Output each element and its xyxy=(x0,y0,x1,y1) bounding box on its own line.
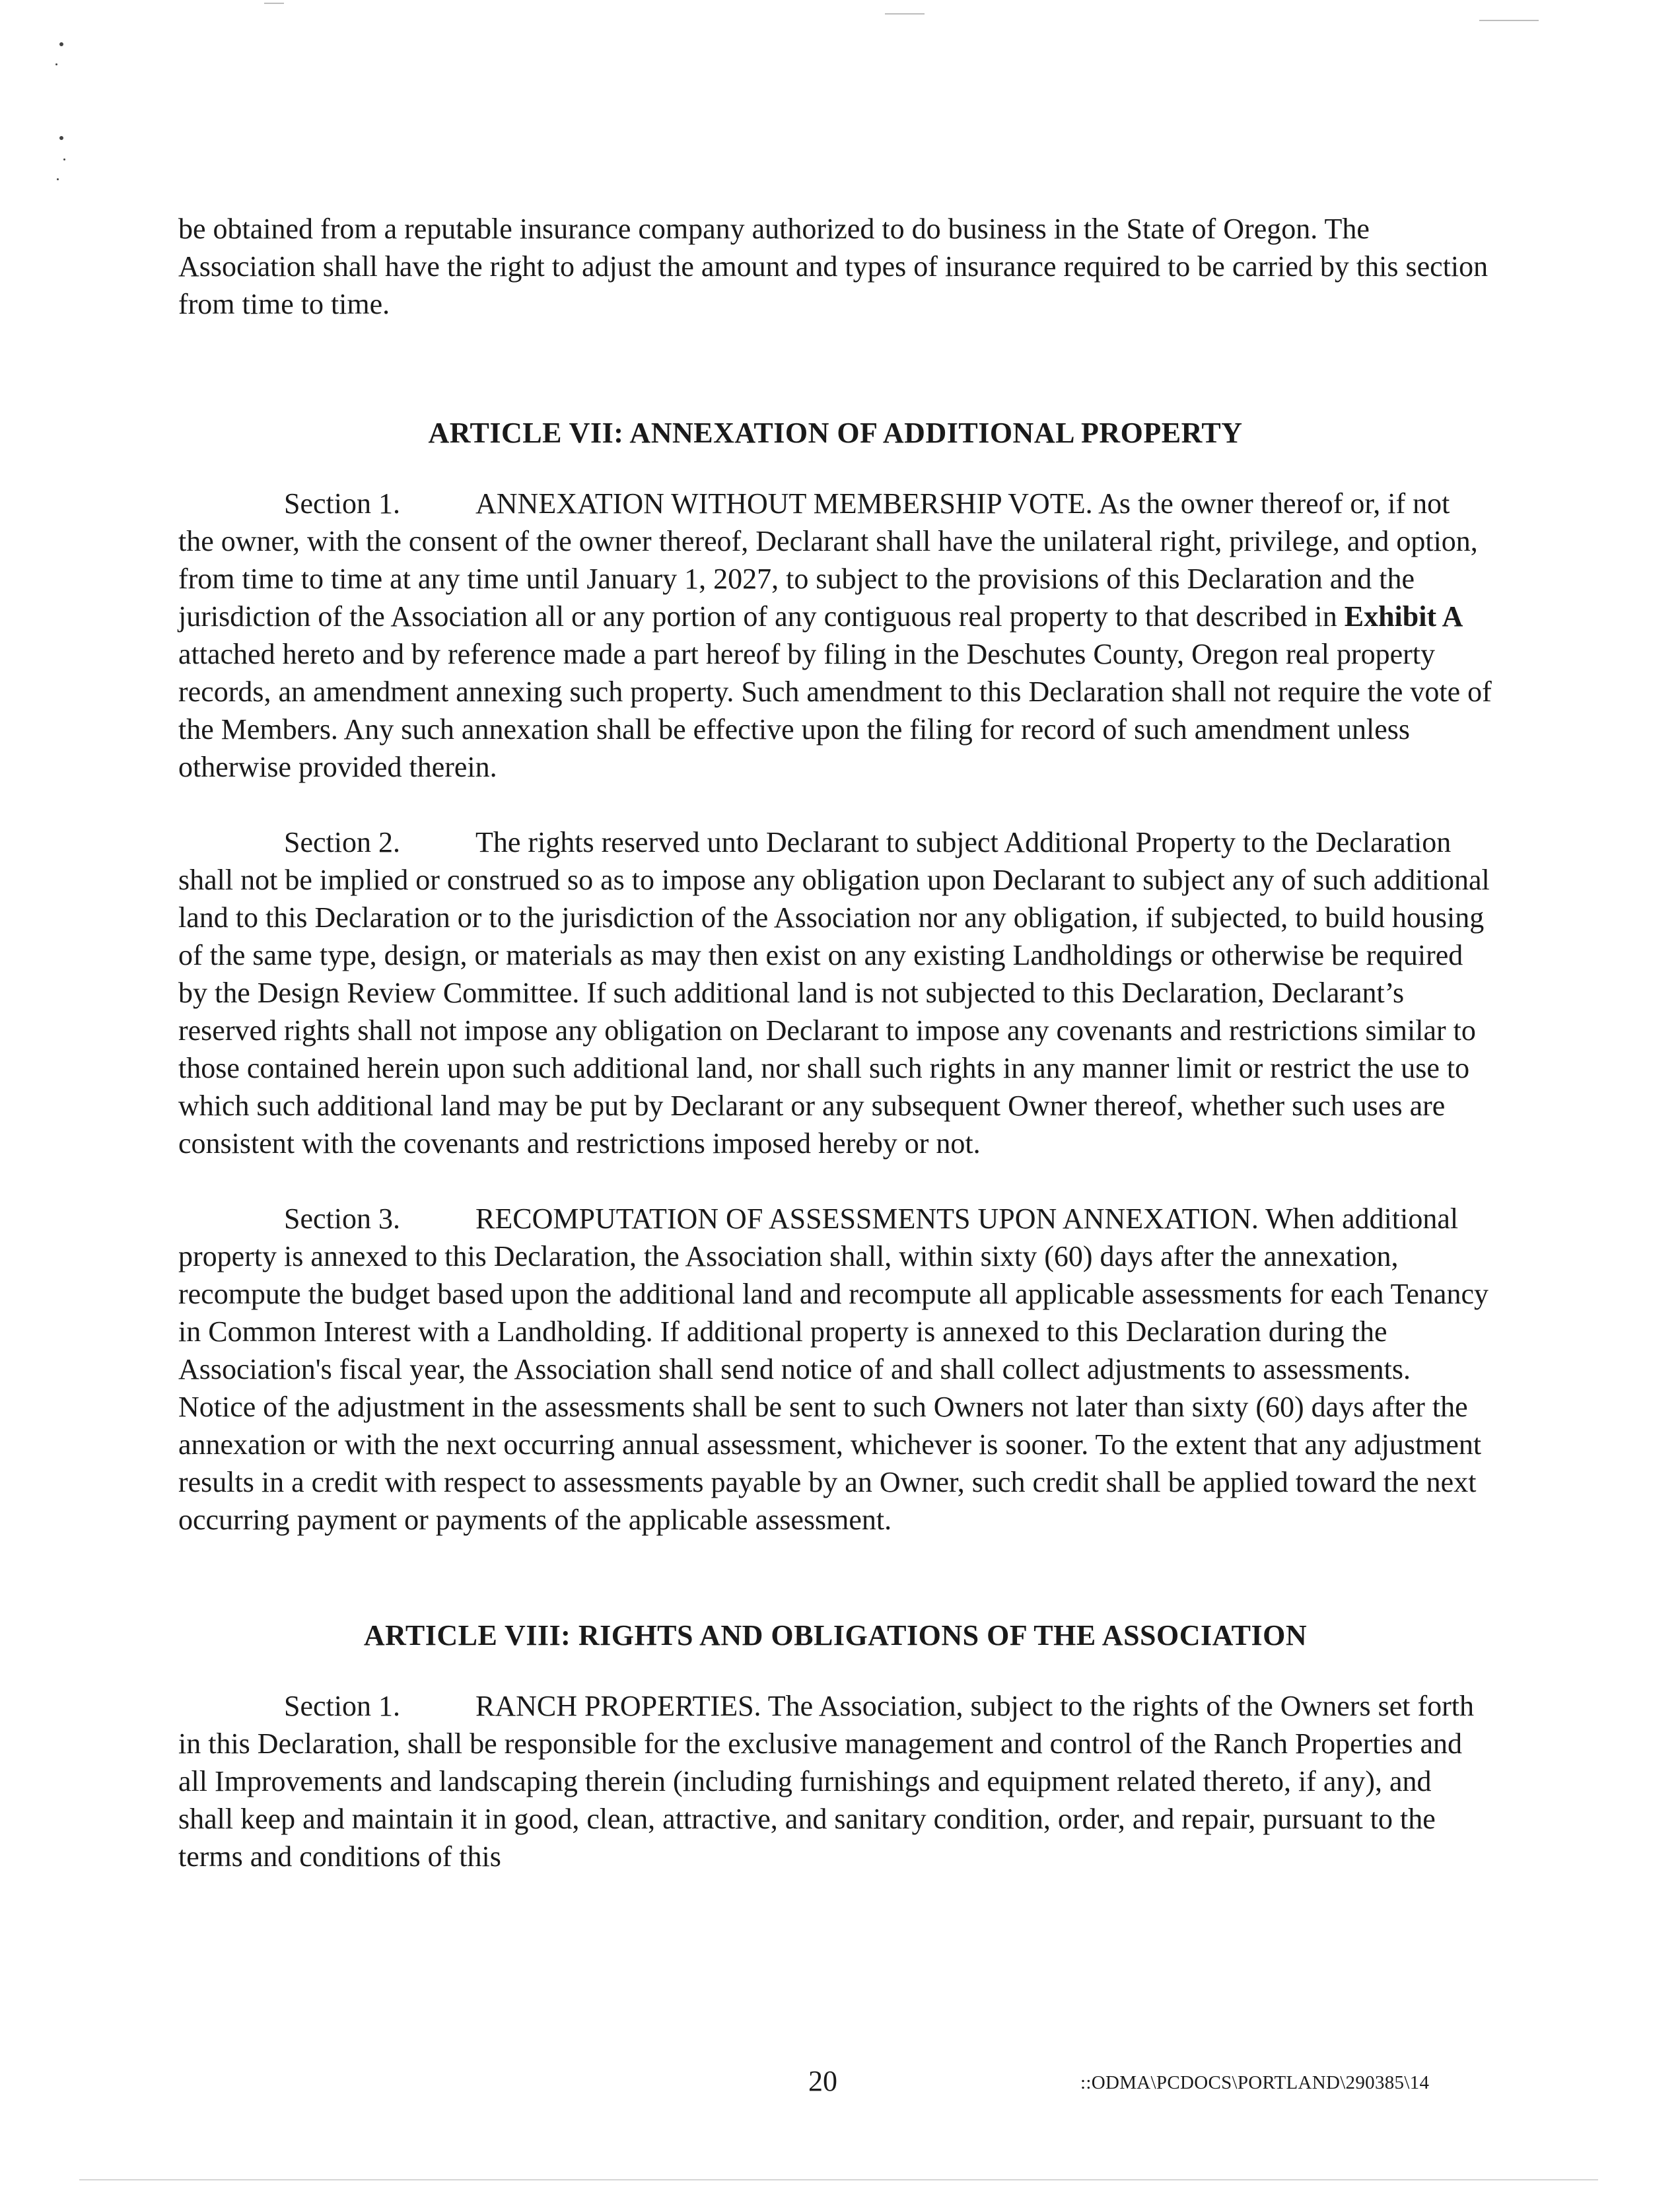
document-body xyxy=(178,210,1492,1913)
page-number: 20 xyxy=(808,2065,837,2097)
article-7-section-3 xyxy=(178,1200,1492,1539)
intro-paragraph: be obtained from a reputable insurance company authorized to do business in the State of Oregon. The Association shall have the right to adjust the amount and types of insurance required to be carried by this section from time to time. xyxy=(178,213,1488,320)
section-label: Section 2. xyxy=(284,826,400,858)
section-title: RANCH PROPERTIES. xyxy=(475,1690,761,1722)
section-text: attached hereto and by reference made a part hereof by filing in the Deschutes County, Oregon real property records, an amendment annexing such property. Such amendment to this Declaration shall not require the vote of the Members. Any such annexation shall be effective upon the filing for record of such amendment unless otherwise provided therein. xyxy=(178,638,1492,783)
scan-line xyxy=(79,2179,1598,2180)
scan-line xyxy=(1479,20,1539,21)
document-id: ::ODMA\PCDOCS\PORTLAND\290385\14 xyxy=(1080,2072,1430,2093)
section-text: When additional property is annexed to this Declaration, the Association shall, within sixty (60) days after the annexation, recompute the budget based upon the additional land and recompute all applicable assessments for each Tenancy in Common Interest with a Landholding. If additional property is annexed to this Declaration during the Association's fiscal year, the Association shall send notice of and shall collect adjustments to assessments. Notice of the adjustment in the assessments shall be sent to such Owners not later than sixty (60) days after the annexation or with the next occurring annual assessment, whichever is sooner. To the extent that any adjustment results in a credit with respect to assessments payable by an Owner, such credit shall be applied toward the next occurring payment or payments of the applicable assessment. xyxy=(178,1202,1488,1536)
scan-speck xyxy=(55,63,57,65)
section-text: The Association, subject to the rights of the Owners set forth in this Declaration, shall be responsible for the exclusive management and control of the Ranch Properties and all Improvements and landscaping therein (including furnishings and equipment related thereto, if any), and shall keep and maintain it in good, clean, attractive, and sanitary condition, order, and repair, pursuant to the terms and conditions of this xyxy=(178,1690,1474,1873)
section-text: The rights reserved unto Declarant to subject Additional Property to the Declaration shall not be implied or construed so as to impose any obligation upon Declarant to subject any of such additional land to this Declaration or to the jurisdiction of the Association nor any obligation, if subjected, to build housing of the same type, design, or materials as may then exist on any existing Landholdings or otherwise be required by the Design Review Committee. If such additional land is not subjected to this Declaration, Declarant’s reserved rights shall not impose any obligation on Declarant to impose any covenants and restrictions similar to those contained herein upon such additional land, nor shall such rights in any manner limit or restrict the use to which such additional land may be put by Declarant or any subsequent Owner thereof, whether such uses are consistent with the covenants and restrictions imposed hereby or not. xyxy=(178,826,1490,1160)
scan-speck xyxy=(57,178,59,180)
article-8-section-1 xyxy=(178,1687,1492,1875)
scan-speck xyxy=(59,136,63,140)
article-7-section-1 xyxy=(178,485,1492,786)
exhibit-a-reference: Exhibit A xyxy=(1344,600,1463,633)
scan-speck xyxy=(63,158,65,160)
scan-line xyxy=(885,13,925,15)
section-title: ANNEXATION WITHOUT MEMBERSHIP VOTE. xyxy=(475,487,1093,520)
article-7-section-2 xyxy=(178,823,1492,1162)
article-8-heading: ARTICLE VIII: RIGHTS AND OBLIGATIONS OF THE ASSOCIATION xyxy=(363,1619,1308,1652)
section-label: Section 3. xyxy=(284,1202,400,1235)
section-label: Section 1. xyxy=(284,487,400,520)
article-7-heading: ARTICLE VII: ANNEXATION OF ADDITIONAL PROPERTY xyxy=(428,417,1243,449)
section-title: RECOMPUTATION OF ASSESSMENTS UPON ANNEXATION. xyxy=(475,1202,1259,1235)
scan-speck xyxy=(59,42,63,46)
scan-line xyxy=(264,3,284,4)
section-text: As the owner thereof or, if not the owner, with the consent of the owner thereof, Declarant shall have the unilateral right, privilege, and option, from time to time at any time until January 1, 2027, to subject to the provisions of this Declaration and the jurisdiction of the Association all or any portion of any contiguous real property to that described in xyxy=(178,487,1478,633)
section-label: Section 1. xyxy=(284,1690,400,1722)
